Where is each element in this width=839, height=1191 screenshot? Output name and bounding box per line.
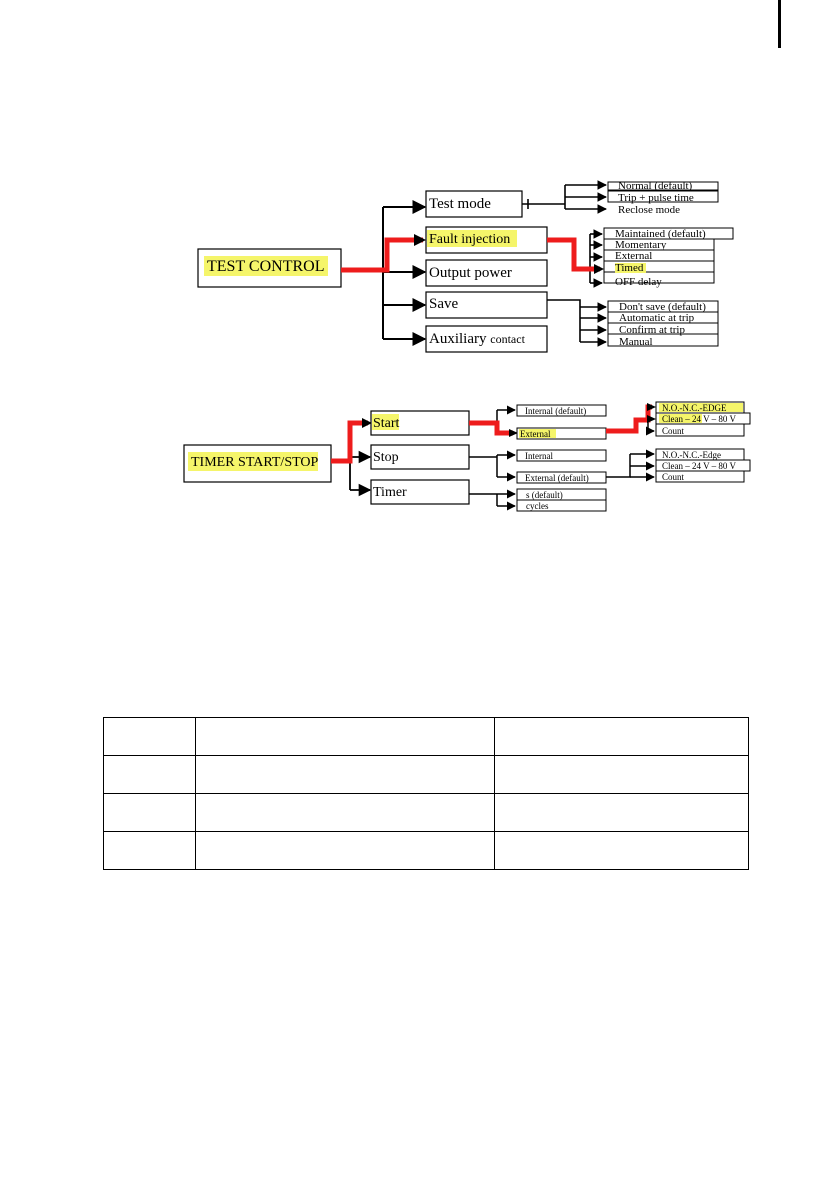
timer-trunk: [350, 423, 370, 490]
stop-external-option: N.O.-N.C.-Edge: [662, 450, 721, 460]
test-mode-option: Normal (default): [618, 180, 693, 192]
table-row: [104, 756, 749, 794]
start-option: External: [520, 429, 551, 439]
table-cell: [495, 794, 749, 832]
test-mode-label: Test mode: [429, 196, 491, 212]
timer-red-path-1: [331, 423, 368, 461]
table-cell: [495, 832, 749, 870]
start-label: Start: [373, 416, 400, 431]
start-connectors: [497, 410, 515, 425]
table-row: [104, 718, 749, 756]
timer-start-stop-diagram: [184, 402, 750, 511]
start-option: Internal (default): [525, 406, 587, 416]
save-option: Manual: [619, 336, 653, 348]
fault-injection-option: Maintained (default): [615, 228, 706, 240]
fault-injection-connectors: [590, 234, 602, 283]
stop-external-option: Clean – 24 V – 80 V: [662, 461, 737, 471]
table-cell: [104, 832, 196, 870]
timer-root-label: TIMER START/STOP: [191, 455, 319, 470]
table-cell: [495, 756, 749, 794]
fault-injection-arrow: [414, 234, 426, 246]
timer-label: Timer: [373, 485, 407, 500]
table-cell: [196, 756, 495, 794]
stop-label: Stop: [373, 450, 399, 465]
table-cell: [196, 718, 495, 756]
empty-table: [103, 717, 749, 870]
save-option: Confirm at trip: [619, 324, 685, 336]
fault-injection-option: Momentary: [615, 239, 667, 251]
save-option: Don't save (default): [619, 301, 706, 313]
test-control-trunk: [383, 207, 425, 339]
test-control-diagram: [198, 180, 733, 352]
table-cell: [196, 794, 495, 832]
save-label: Save: [429, 296, 459, 312]
fault-injection-option: External: [615, 250, 653, 262]
timer-option: s (default): [526, 490, 563, 500]
table-cell: [104, 718, 196, 756]
fault-injection-options: [604, 228, 733, 288]
fault-injection-option: Timed: [615, 262, 644, 274]
table-cell: [104, 756, 196, 794]
auxiliary-label: Auxiliary contact: [429, 331, 525, 347]
timer-connectors: [469, 494, 515, 506]
test-mode-option: Trip + pulse time: [618, 192, 694, 204]
start-external-option: Count: [662, 426, 685, 436]
output-power-label: Output power: [429, 265, 512, 281]
stop-option: Internal: [525, 451, 553, 461]
fault-injection-option: OFF delay: [615, 276, 662, 288]
save-connectors: [547, 300, 606, 342]
timer-red-path-2: [469, 423, 513, 433]
timer-option: cycles: [526, 501, 549, 511]
stop-connectors: [469, 455, 515, 477]
test-mode-option: Reclose mode: [618, 204, 681, 216]
save-options: [608, 301, 718, 348]
table-row: [104, 832, 749, 870]
start-external-option: N.O.-N.C.-EDGE: [662, 403, 727, 413]
table-row: [104, 794, 749, 832]
timed-arrow: [594, 264, 604, 274]
save-option: Automatic at trip: [619, 312, 695, 324]
timer-red-path-3: [606, 407, 652, 431]
test-control-root-label: TEST CONTROL: [207, 258, 325, 275]
fault-injection-label: Fault injection: [429, 232, 511, 247]
stop-external-connectors: [606, 454, 654, 477]
start-external-option: Clean – 24 V – 80 V: [662, 414, 737, 424]
table-cell: [495, 718, 749, 756]
test-mode-connectors: [522, 185, 606, 209]
table-cell: [104, 794, 196, 832]
test-mode-options: [608, 180, 718, 216]
table-cell: [196, 832, 495, 870]
stop-external-option: Count: [662, 472, 685, 482]
stop-option: External (default): [525, 473, 589, 483]
